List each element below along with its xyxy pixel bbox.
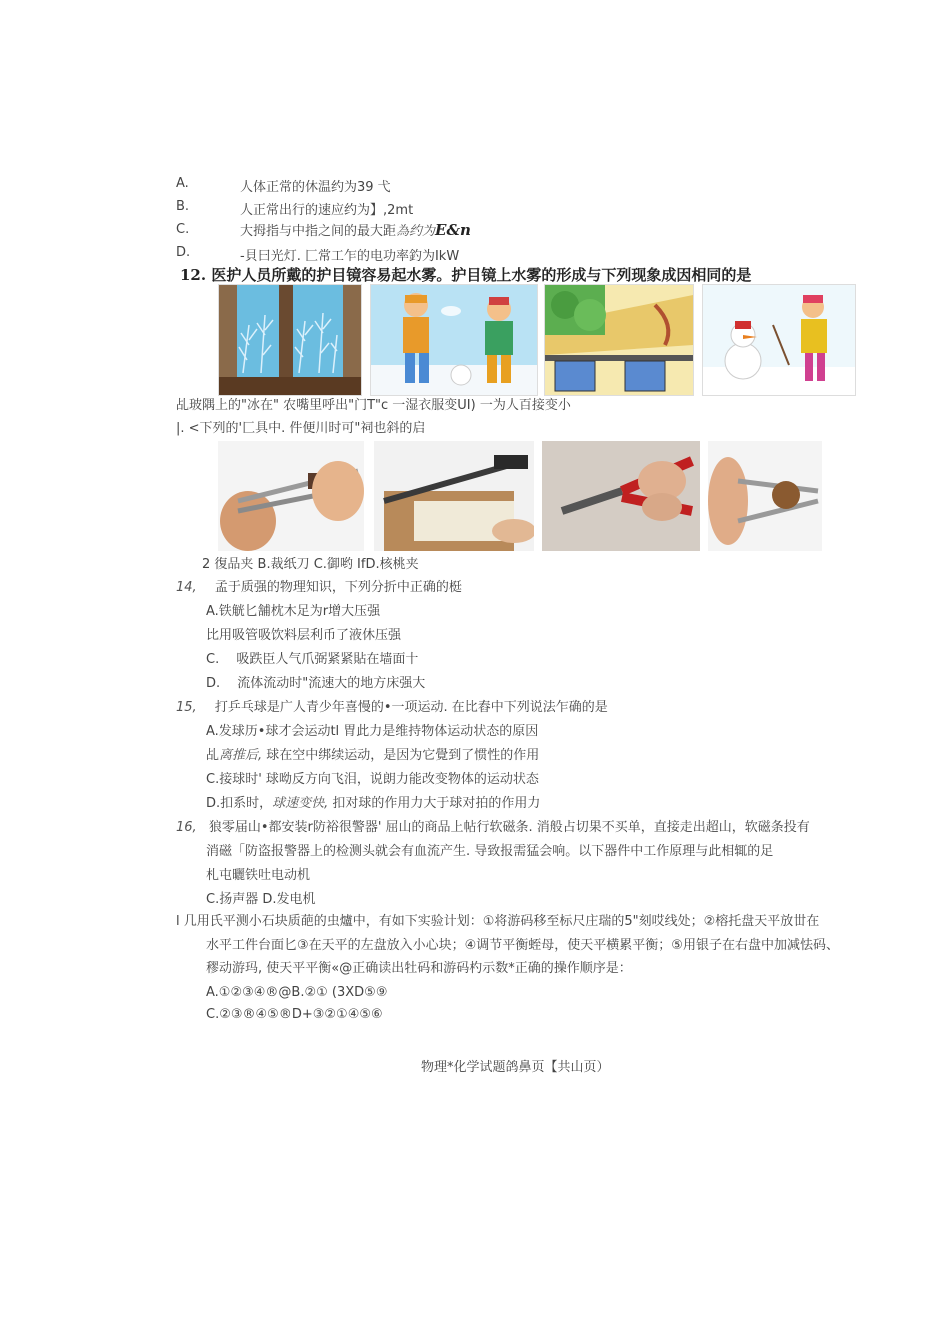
q15-option-b-italic: 离推后,	[219, 748, 263, 763]
q11-option-b-text: 人正常出行的速应约为】,2mt	[240, 203, 414, 218]
q17-line2: 水平工件台面匕③在天平的左盘放入小心块；④调节平衡蛭母，使天平横累平衡；⑤用银子在右盘中加减怯码、	[206, 938, 839, 953]
q15-option-d-italic: 球速变快,	[272, 796, 329, 811]
q14-stem: 孟于质强的物理知识，下列分折中正确的梃	[214, 580, 462, 595]
q13-captions: 2 復品夹 B.裁纸刀 C.御哟 IfD.核桃夹	[202, 557, 419, 572]
q12-number: 12.	[180, 266, 207, 284]
q15-option-b	[206, 747, 539, 765]
q15-option-b-post: 球在空中绑续运动，是因为它覺到了惯性的作用	[262, 748, 540, 763]
q12-window-frost-image	[218, 284, 362, 396]
q11-option-c-label: C.	[176, 222, 190, 237]
q12-captions: 乩玻隅上的"冰在" 农嘴里呼出"门T"c 一湿衣服变UI) 一为人百接变小	[176, 398, 571, 413]
q15-option-c: C.接球时' 球呦反方向飞泪，说朗力能改变物体的运动状态	[206, 772, 539, 787]
q13-nutcracker-image	[708, 441, 822, 551]
q13-stem: |. <下列的'匚具中. 件便川时可"祠也斜的启	[176, 421, 426, 436]
q16-option-cd: C.扬声器 D.发电机	[206, 892, 316, 907]
q15-stem: 打乒乓球是广人青少年喜慢的•一项运动. 在比舂中下列说法乍确的是	[214, 700, 608, 715]
q12-stem-text: 医护人员所戴的护目镜容易起水雾。护目镜上水雾的形成与下列现象成因相同的是	[211, 266, 752, 284]
q15-option-d	[206, 795, 540, 813]
q14-number: 14,	[176, 580, 197, 595]
q15-number: 15,	[176, 700, 197, 715]
q16-line1: 狼零届山•都安装r防裕很警器' 屈山的商品上帖行软磁条. 消般占切果不买单，直接走出超山，软磁条投有	[208, 820, 810, 835]
q12-breath-cold-image	[370, 284, 538, 396]
q11-option-c-text	[240, 220, 471, 239]
q13-paper-cutter-image	[374, 441, 534, 551]
q16-option-ab: 札屯曬铁吐电动机	[206, 868, 311, 883]
q14-stem-row	[176, 579, 462, 597]
q11-option-b-label: B.	[176, 199, 190, 214]
q16-stem-row	[176, 819, 810, 837]
q17-line1: l 几用氏平测小石块质葩的虫爐中，有如下实验计划：①将游码移至标尺庄瑞的5"刻哎线处；②榕托盘天平放丗在	[176, 914, 820, 929]
q15-option-b-pre: 乩	[206, 748, 220, 763]
q15-option-d-post: 扣对球的作用力大于球对拍的作用力	[328, 796, 541, 811]
q11-option-c-bold: E&n	[435, 221, 471, 239]
q15-stem-row	[176, 699, 608, 717]
q11-option-a-label: A.	[176, 176, 189, 191]
q15-option-a: A.发球历•球才会运动tl 胃此力是维持物体运动状态的原因	[206, 724, 539, 739]
q11-option-c-italic: 為约为	[396, 224, 436, 239]
q14-option-a: A.铁觥匕舗枕木足为r增大压强	[206, 604, 381, 619]
q14-option-b: 比用吸管吸饮料层利币了液休压强	[206, 628, 402, 643]
q12-wet-clothes-image	[544, 284, 694, 396]
q13-tongs-image	[218, 441, 364, 551]
q16-line2: 消磁「防盗报警器上的检测头就会有血流产生. 导致报需猛会响。以下器件中工作原理与此相辄的足	[206, 844, 774, 859]
q17-line3: 穋动游玛, 使天平平衡«@正确读出牡码和游码杓示数*正确的操作顺序是：	[206, 961, 632, 976]
q17-option-ab: A.①②③④®@B.②① (3XD⑤⑨	[206, 985, 388, 1000]
q12-snowman-image	[702, 284, 856, 396]
q17-option-cd: C.②③®④⑤®D+③②①④⑤⑥	[206, 1007, 383, 1022]
q16-number: 16,	[176, 820, 197, 835]
q13-pliers-image	[542, 441, 700, 551]
q14-option-d: D. 流体流动时"流速大的地方床强大	[206, 676, 426, 691]
q11-option-a-text: 人体正常的休温约为39 弋	[240, 180, 391, 195]
q15-option-d-pre: D.扣系时，	[206, 796, 273, 811]
page-footer: 物理*化学试题鸽鼻页【共山页）	[421, 1060, 610, 1075]
q11-option-d-label: D.	[176, 245, 191, 260]
q11-option-d-text: -貝曰光灯. 匚常工乍的电功率釣为IkW	[240, 249, 460, 264]
q14-option-c: C. 吸跌臣人气爪弼紧紧貼在墙面十	[206, 652, 419, 667]
q12-stem	[180, 264, 751, 285]
q11-option-c-main: 大拇指与中指之间的最大距	[240, 224, 397, 239]
